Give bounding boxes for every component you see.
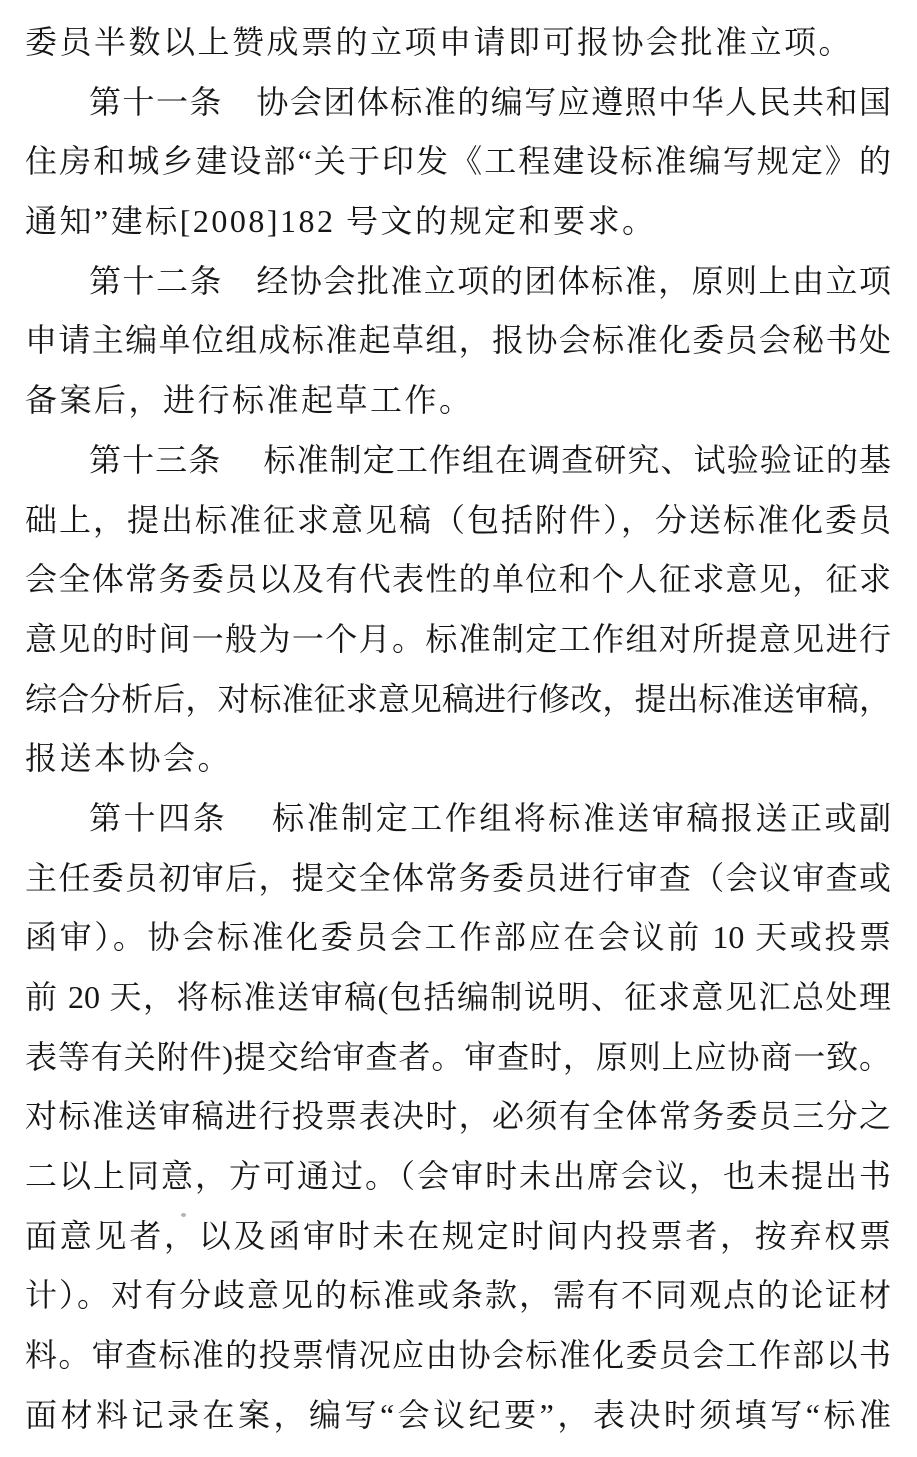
text-line: 二以上同意，方可通过。（会审时未出席会议，也未提出书 [25, 1158, 891, 1195]
text-line: 表等有关附件)提交给审查者。审查时，原则上应协商一致。 [25, 1038, 891, 1075]
text-line: 报送本协会。 [25, 740, 233, 777]
text-line: 料。审查标准的投票情况应由协会标准化委员会工作部以书 [25, 1337, 891, 1374]
text-line: 计）。对有分歧意见的标准或条款，需有不同观点的论证材 [25, 1277, 891, 1314]
text-line: 对标准送审稿进行投票表决时，必须有全体常务委员三分之 [25, 1098, 891, 1135]
text-line-article-12: 第十二条 经协会批准立项的团体标准，原则上由立项 [89, 262, 891, 299]
text-line: 础上，提出标准征求意见稿（包括附件），分送标准化委员 [25, 501, 891, 538]
text-line: 备案后，进行标准起草工作。 [25, 382, 474, 419]
document-text-block [25, 13, 891, 1446]
text-line: 面材料记录在案，编写“会议纪要”，表决时须填写“标准 [25, 1396, 891, 1433]
text-line: 会全体常务委员以及有代表性的单位和个人征求意见，征求 [25, 561, 891, 598]
text-line: 住房和城乡建设部“关于印发《工程建设标准编写规定》的 [25, 143, 891, 180]
text-line: 主任委员初审后，提交全体常务委员进行审查（会议审查或 [25, 859, 891, 896]
text-line: 综合分析后，对标准征求意见稿进行修改，提出标准送审稿， [25, 680, 891, 717]
text-line: 委员半数以上赞成票的立项申请即可报协会批准立项。 [25, 24, 854, 60]
text-line-article-11: 第十一条 协会团体标准的编写应遵照中华人民共和国 [89, 83, 891, 120]
text-line: 面意见者，以及函审时未在规定时间内投票者，按弃权票 [25, 1217, 891, 1254]
text-line: 意见的时间一般为一个月。标准制定工作组对所提意见进行 [25, 620, 891, 657]
text-line: 前 20 天，将标准送审稿(包括编制说明、征求意见汇总处理 [25, 979, 891, 1015]
text-line: 申请主编单位组成标准起草组，报协会标准化委员会秘书处 [25, 322, 891, 359]
text-line-article-13: 第十三条 标准制定工作组在调查研究、试验验证的基 [89, 441, 891, 478]
text-line: 通知”建标[2008]182 号文的规定和要求。 [25, 203, 657, 240]
scan-artifact-speck [181, 1213, 186, 1217]
text-line-article-14: 第十四条 标准制定工作组将标准送审稿报送正或副 [89, 799, 891, 836]
text-line: 函审）。协会标准化委员会工作部应在会议前 10 天或投票 [25, 919, 891, 956]
